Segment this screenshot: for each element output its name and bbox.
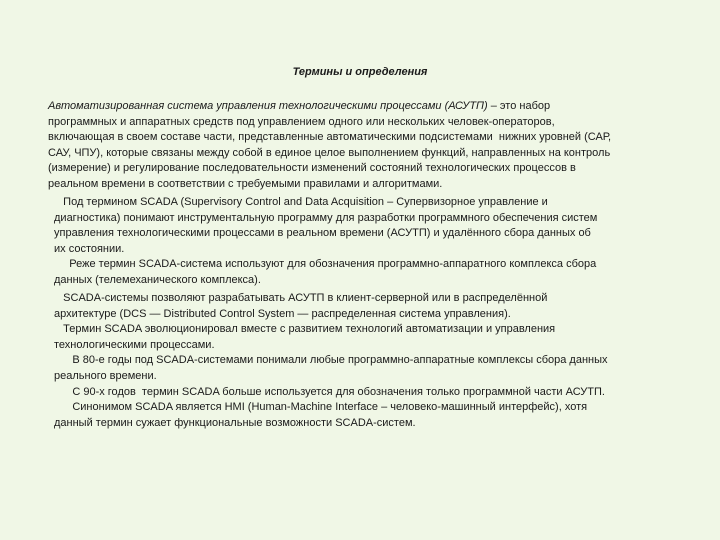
definition-asutp-paragraph xyxy=(48,99,611,193)
scada-history-paragraph: SCADA-системы позволяют разрабатывать АСУТП в клиент-серверной или в распределённой архитектуре (DCS — Distributed Control System — распределенная система управления). Термин SCADA эволюционировал вместе с развитием технологий автоматизации и управления технологическими процессами. В 80-е годы под SCADA-системами понимали любые программно-аппаратные комплексы сбора данных реального времени. С 90-х годов термин SCADA больше используется для обозначения только программной части АСУТП. Синонимом SCADA является HMI (Human-Machine Interface – человеко-машинный интерфейс), хотя данный термин сужает функциональные возможности SCADA-систем. xyxy=(54,292,608,429)
slide-title: Термины и определения xyxy=(292,66,428,78)
definition-asutp-text: – это набор программных и аппаратных средств под управлением одного или нескольких человек-операторов, включающая в своем составе части, представленные автоматическими подсистемами нижних уровней (САР, САУ, ЧПУ), которые связаны между собой в единое целое выполнением функций, направленных на контроль (измерение) и регулирование последовательности изменений состояний технологических процессов в реальном времени в соответствии с требуемыми правилами и алгоритмами. xyxy=(48,100,612,190)
scada-definition-paragraph: Под термином SCADA (Supervisory Control and Data Acquisition – Супервизорное управление и диагностика) понимают инструментальную программу для разработки программного обеспечения систем управления технологическими процессами в реальном времени (АСУТП) и удалённого сбора данных об их состоянии. Реже термин SCADA-система используют для обозначения программно-аппаратного комплекса сбора данных (телемеханического комплекса). xyxy=(54,196,598,286)
definition-asutp-term: Автоматизированная система управления технологическими процессами (АСУТП) xyxy=(48,100,488,112)
